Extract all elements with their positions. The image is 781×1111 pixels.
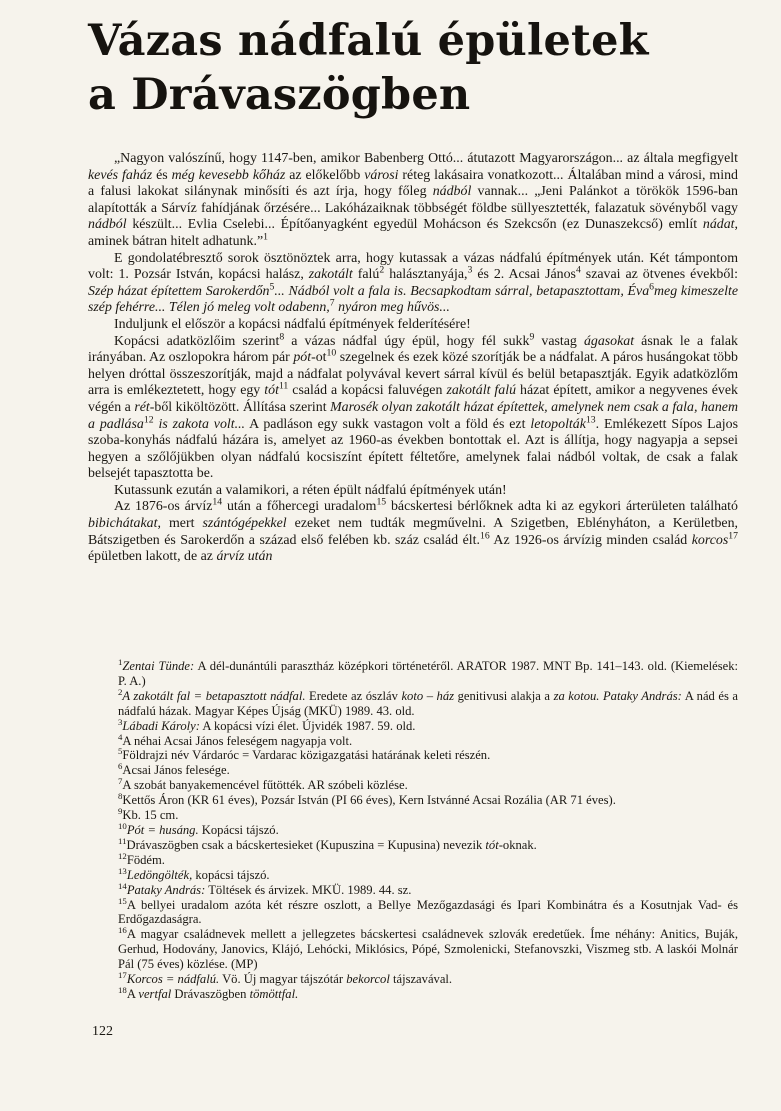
footnote-1: $^1$Zentai Tünde: A dél-dunántúli parasztház középkori történetéről. ARATOR 1987. MNT Bp. 141–143. old. (Kiemelések: P. A.) <box>118 657 739 688</box>
footnote-11: $^{11}$Drávaszögben csak a bácskertesieket (Kupuszina = Kupusina) nevezik tót-oknak. <box>118 836 537 852</box>
footnote-number: 7 <box>118 776 123 787</box>
footnote-3: $^3$Lábadi Károly: A kopácsi vízi élet. Újvidék 1987. 59. old. <box>118 716 416 733</box>
paragraph-kopacs: Kopácsi adatközlőim szerint$^8$ a vázas nádfal úgy épül, hogy fél sukk$^9$ vastag ágasokat ásnak le a falak irányában. Az oszlopokra három pár pót-$ot^{10}$ szegelnek és ezek közé szorítják be a nádfalat. A páros husángokat több helyen dróttal összeszorítják, majd a nádfalat polyvával kevert sárral kívül és belül betapasztják. Egyik adatközlőm arra is emlékeztetett, hogy egy tót$^{11}$ család a kopácsi faluvégen zakotált falú házat épített, amikor a negyvenes évek végén a rét-ből kiköltözött. Állítása szerint Marosék olyan zakotált házat építettek, amelynek nem csak a fala, hanem a padlása$^{12}$ is zakota volt... A padláson egy sukk vastagon volt a föld és ezt letopolták$^{13}$. Emlékezett Sípos Lajos szoba-konyhás nádfalú házára is, amelyet az 1960-as években bontottak el. Azt is állítja, hogy nagyapja a sepsei hegyen a szőlőjükben olyan nádfalú kocsiszínt épített féltetőre, amelynek falai nádból voltak, de csak a falak belsejét tapasztotta be. <box>88 331 738 482</box>
footnote-9: $^9$Kb. 15 cm. <box>118 806 179 823</box>
footnote-2: $^2$A zakotált fal = betapasztott nádfal. Eredete az ószláv koto – ház genitivusi alakja a za kotou. Pataky András: A nád és a nádfalú házak. Magyar Képes Újság (MKÜ) 1989. 43. old. <box>118 686 739 718</box>
article-body <box>88 151 738 566</box>
footnote-5: $^5$Földrajzi név Várdaróc = Vardarac közigazgatási határának keleti részén. <box>118 746 491 763</box>
footnote-14: $^{14}$Pataky András: Töltések és árvizek. MKÜ. 1989. 44. sz. <box>118 880 412 897</box>
footnote-number: 8 <box>118 791 123 802</box>
footnote-16: $^{16}$A magyar családnevek mellett a jellegzetes bácskertesi családnevek szlovák eredetűek. Íme néhány: Anitics, Buják, Gerhud, Hodovány, Janovics, Klájó, Lehócki, Miklósics, Pópé, Szmolenicki, Stefanovszki, Viszmeg stb. A laskói Molnár Pál (75 éves) közlése. (MP) <box>118 925 738 972</box>
title-line-2: a Drávaszögben <box>88 70 471 120</box>
footnote-6: $^6$Acsai János felesége. <box>118 761 230 778</box>
footnote-number: 18 <box>118 985 127 996</box>
paragraph-intro: E gondolatébresztő sorok ösztönöztek arra, hogy kutassak a vázas nádfalú építmények után. Két támpontom volt: 1. Pozsár István, kopácsi halász, zakotált falú$^2$ halásztanyája,$^3$ és 2. Acsai János$^4$ szavai az ötvenes évekből: Szép házat építettem Sarokerdőn$^5$... Nádból volt a fala is. Becsapkodtam sárral, betapasztottam, Éva$^6$meg kimeszelte szép fehérre... Télen jó meleg volt odabenn,$^7$ nyáron meg hűvös... <box>88 250 738 316</box>
page-number: 122 <box>92 1024 113 1039</box>
footnote-13: $^{13}$Ledöngölték, kopácsi tájszó. <box>118 865 270 882</box>
footnote-number: 17 <box>118 970 127 981</box>
footnote-7: $^7$A szobát banyakemencével fűtötték. AR szóbeli közlése. <box>118 776 408 793</box>
paragraph-flood: Az 1876-os árvíz$^{14}$ után a főhercegi uradalom$^{15}$ bácskertesi bérlőknek adta ki az egykori árterületen található bibichátakat, mert szántógépekkel ezeket nem tudták megművelni. A Szigetben, Eblényháton, a Kerületben, Bátszigetben és Sarokerdőn a század első felében kb. száz család élt.$^{16}$ Az 1926-os árvízig minden család korcos$^{17}$ épületben lakott, de az árvíz után <box>88 497 738 565</box>
footnote-number: 15 <box>118 895 127 906</box>
footnote-8: $^8$Kettős Áron (KR 61 éves), Pozsár István (PI 66 éves), Kern Istvánné Acsai Rozália (AR 71 éves). <box>118 791 616 808</box>
footnote-number: 12 <box>118 850 127 861</box>
footnote-number: 5 <box>118 746 123 757</box>
footnote-number: 1 <box>118 657 123 668</box>
footnote-number: 3 <box>118 716 123 727</box>
footnote-number: 13 <box>118 865 127 876</box>
footnote-10: $^{10}$Pót = husáng. Kopácsi tájszó. <box>118 821 279 837</box>
footnote-12: $^{12}$Födém. <box>118 850 165 867</box>
paragraph-ret: Kutassunk ezután a valamikori, a réten épült nádfalú építmények után! <box>114 482 507 498</box>
paragraph-quote: „Nagyon valószínű, hogy 1147-ben, amikor Babenberg Ottó... átutazott Magyarországon... az általa megfigyelt kevés faház és még kevesebb kőház az előkelőbb városi réteg lakásaira vonatkozott... Általában mind a városi, mind a falusi lakokat silánynak minősíti és azt írja, hogy főleg nádból vannak... „Jeni Palánkot a törökök 1596-ban alapították a Sárvíz fahídjának őrzésére... Lakóházaiknak többségét földbe süllyesztették, falazatuk sövényből vagy nádból készült... Evlia Cselebi... Építőanyagként egyedül Mohácson és Szekcsőn (ez Dunaszekcső) említ nádat, aminek bátran hitelt adhatunk.”$^1$ <box>88 151 739 249</box>
footnote-4: $^4$A néhai Acsai János feleségem nagyapja volt. <box>118 731 353 748</box>
footnotes <box>118 659 738 1002</box>
footnote-number: 14 <box>118 880 127 891</box>
footnote-number: 16 <box>118 925 127 936</box>
footnote-number: 9 <box>118 806 123 817</box>
footnote-number: 11 <box>118 836 127 847</box>
footnote-18: $^{18}$A vertfal Drávaszögben tömöttfal. <box>118 985 299 1001</box>
footnote-17: $^{17}$Korcos = nádfalú. Vö. Új magyar tájszótár bekorcol tájszavával. <box>118 970 453 987</box>
footnote-15: $^{15}$A bellyei uradalom azóta két részre oszlott, a Bellye Mezőgazdasági és Ipari Kombinátra és a Kosutnjak Vad- és Erdőgazdaságra. <box>118 895 738 927</box>
footnote-number: 10 <box>118 821 127 832</box>
footnote-number: 2 <box>118 686 123 697</box>
paragraph-search: Induljunk el először a kopácsi nádfalú építmények felderítésére! <box>114 316 471 332</box>
footnote-number: 4 <box>118 731 123 742</box>
footnote-number: 6 <box>118 761 123 772</box>
title-line-1: Vázas nádfalú épületek <box>88 16 649 66</box>
article-title <box>88 14 688 122</box>
